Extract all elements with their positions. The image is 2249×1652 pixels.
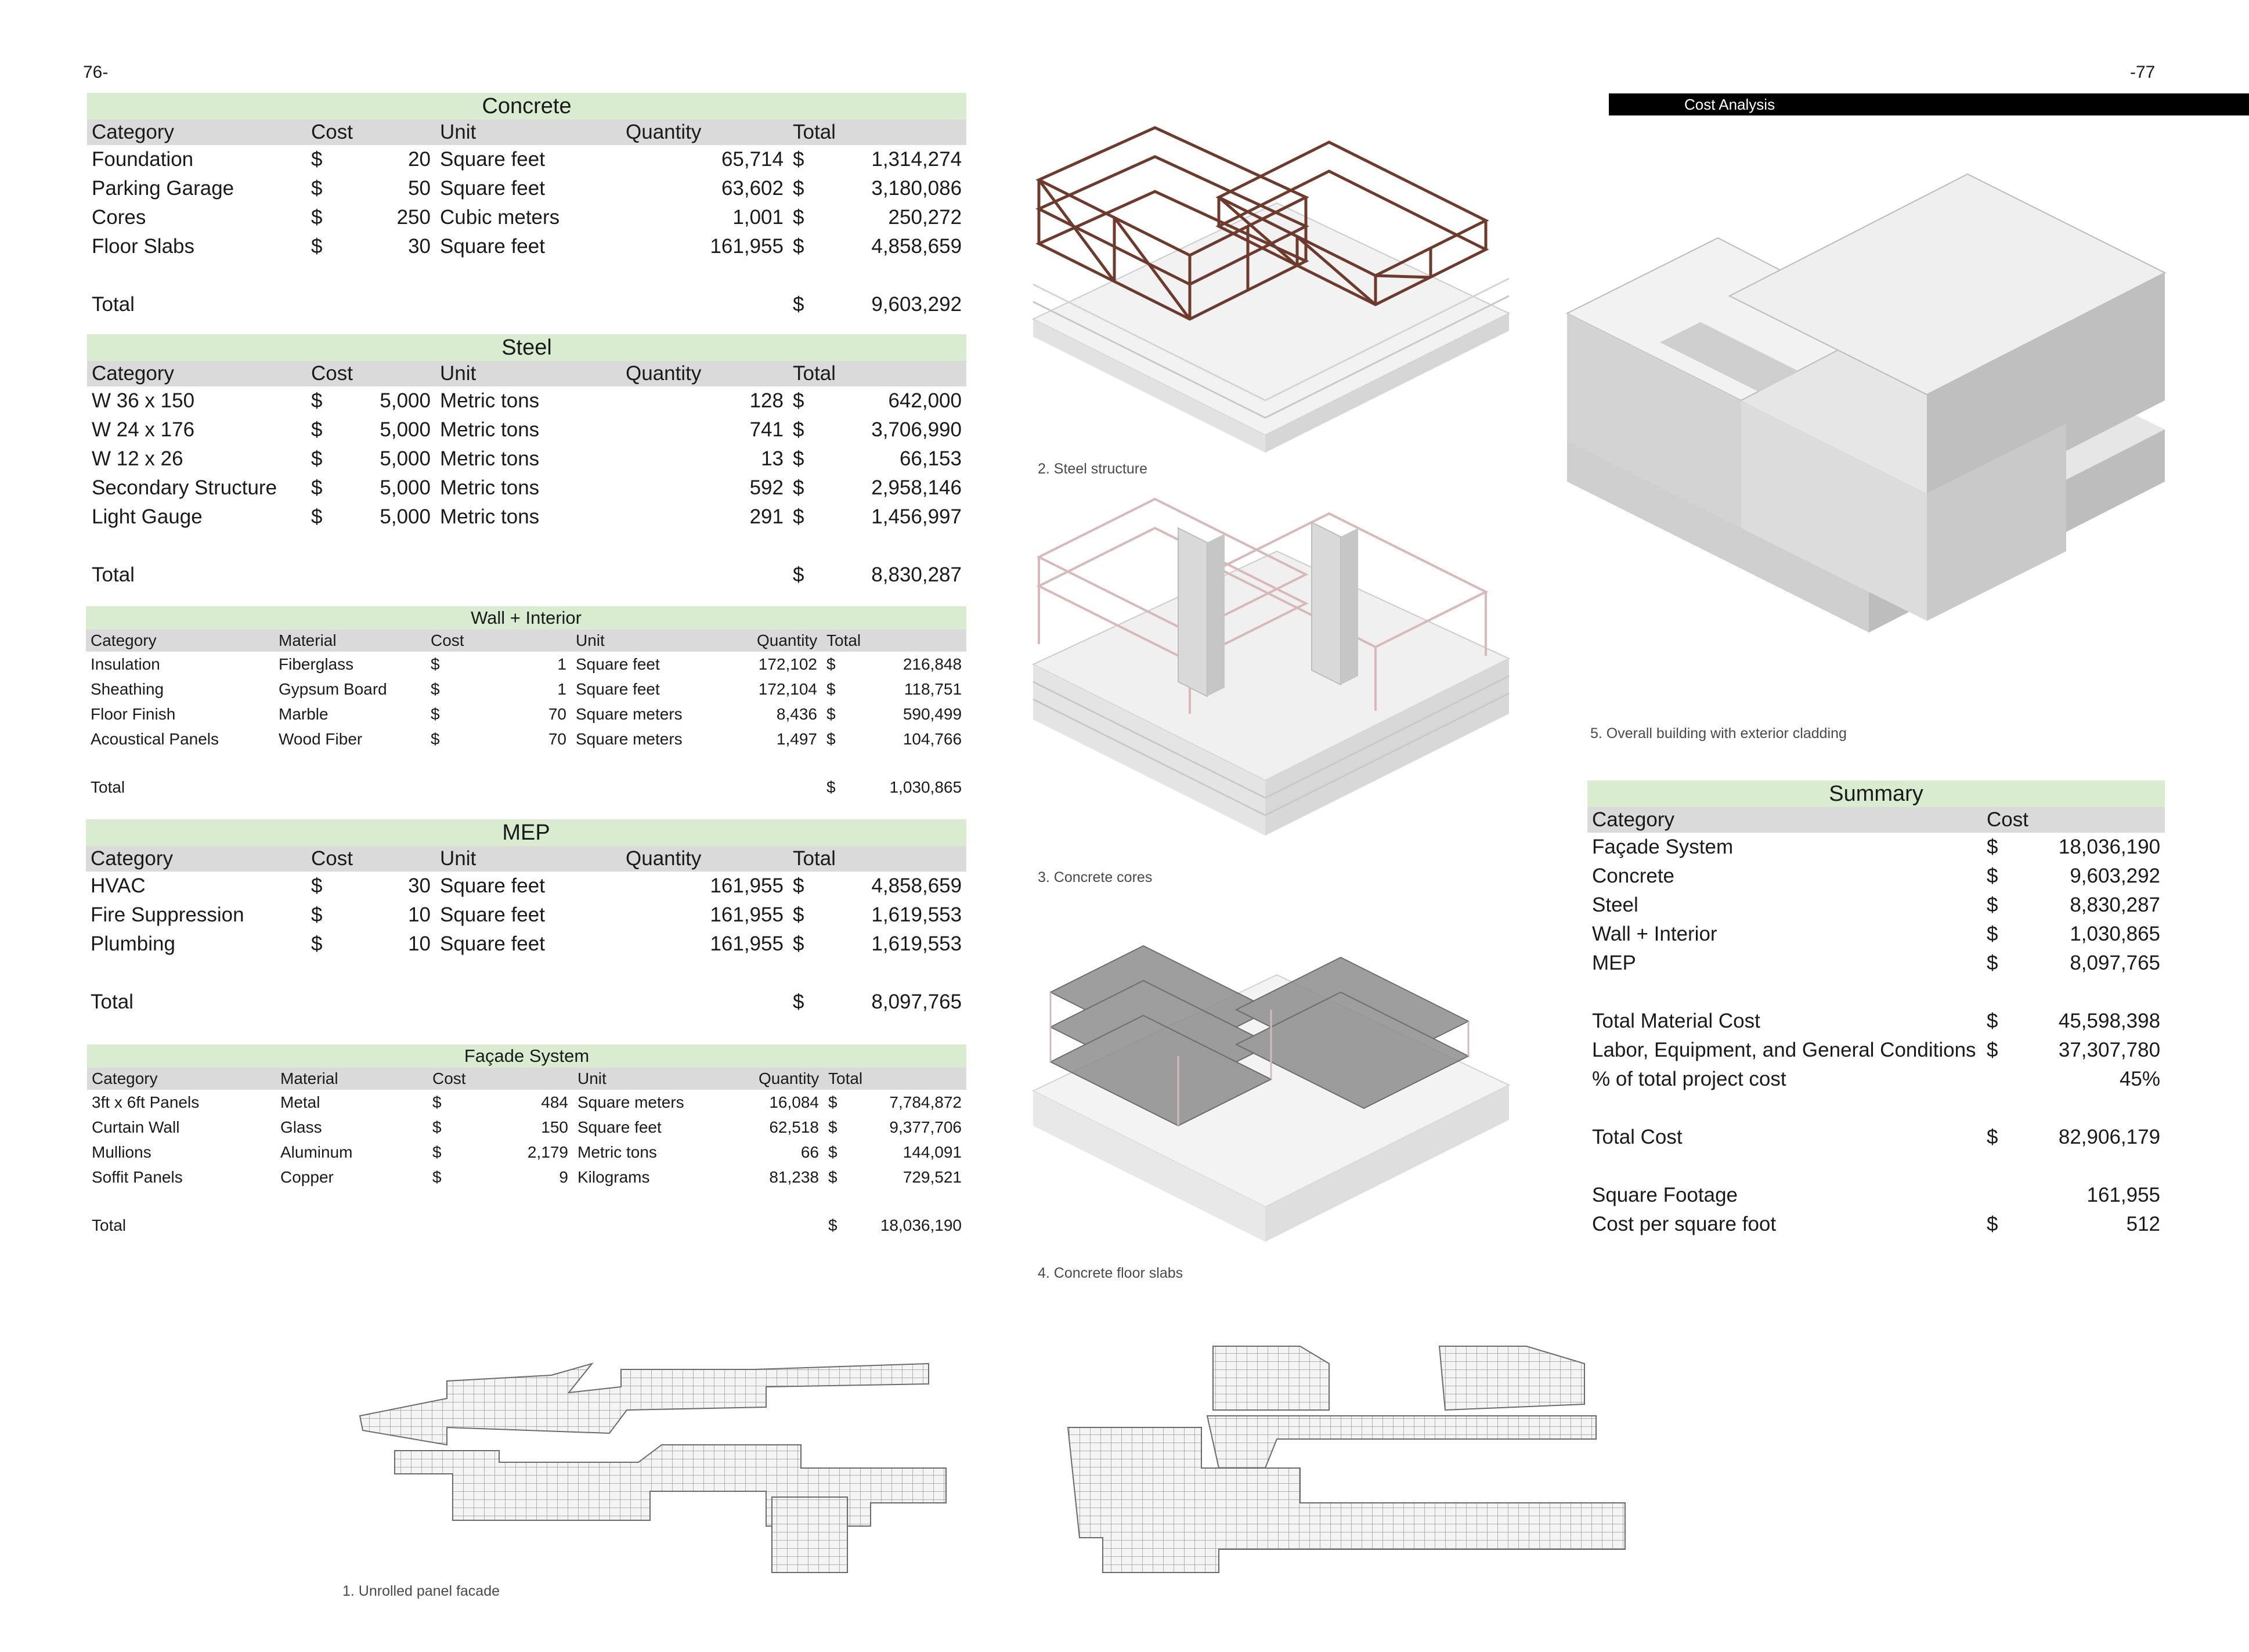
row-cost-currency: $ [311, 476, 323, 499]
total-cost-value: 82,906,179 [2058, 1126, 2161, 1148]
total-row [86, 988, 966, 1017]
row-total-currency: $ [828, 1093, 837, 1111]
table-row [87, 1090, 966, 1115]
concrete-table [87, 93, 966, 319]
row-total: 1,456,997 [871, 505, 962, 528]
table-row [86, 872, 966, 901]
row-quantity: 8,436 [776, 704, 817, 723]
summary-currency: $ [1987, 894, 1998, 916]
row-total-currency: $ [793, 874, 804, 897]
row-total: 216,848 [903, 655, 962, 673]
total-label: Total [92, 1216, 127, 1234]
row-quantity: 63,602 [721, 177, 784, 200]
row-cost: 1 [557, 679, 566, 698]
header-quantity: Quantity [754, 1068, 824, 1090]
header-unit: Unit [573, 1068, 754, 1090]
row-total: 118,751 [904, 679, 962, 698]
row-total: 642,000 [888, 389, 962, 412]
table-row [87, 415, 966, 444]
row-total-currency: $ [828, 1143, 837, 1161]
row-unit: Metric tons [440, 418, 540, 441]
row-total: 1,619,553 [871, 932, 962, 955]
summary-row [1587, 891, 2165, 920]
row-category: Floor Slabs [92, 235, 195, 258]
total-label: Total [92, 563, 135, 586]
summary-currency: $ [1987, 865, 1998, 887]
caption-concrete-cores: 3. Concrete cores [1038, 869, 1153, 885]
row-category: Plumbing [91, 932, 175, 955]
row-total: 66,153 [899, 447, 962, 470]
cost-per-sf-value: 512 [2126, 1213, 2161, 1235]
header-category: Category [86, 630, 274, 652]
summary-table [1587, 780, 2165, 1239]
row-unit: Cubic meters [440, 206, 560, 229]
row-total: 104,766 [903, 729, 962, 748]
row-quantity: 1,001 [732, 206, 784, 229]
row-total-currency: $ [793, 476, 804, 499]
row-material: Aluminum [280, 1143, 353, 1161]
row-quantity: 62,518 [769, 1118, 819, 1136]
row-category: 3ft x 6ft Panels [92, 1093, 200, 1111]
steel-title: Steel [87, 334, 966, 361]
row-cost: 30 [408, 235, 431, 258]
row-material: Wood Fiber [279, 729, 363, 748]
header-category: Category [86, 846, 306, 872]
row-cost: 30 [408, 874, 431, 897]
row-cost-currency: $ [311, 206, 323, 229]
total-label: Total [92, 293, 135, 316]
row-cost: 5,000 [380, 505, 431, 528]
header-quantity: Quantity [621, 846, 788, 872]
row-cost-currency: $ [311, 874, 323, 897]
summary-label: Concrete [1592, 865, 1675, 887]
table-row [87, 145, 966, 174]
row-cost: 484 [541, 1093, 568, 1111]
total-label: Total [91, 778, 125, 796]
header-quantity: Quantity [621, 120, 788, 145]
summary-currency: $ [1987, 836, 1998, 858]
caption-floor-slabs: 4. Concrete floor slabs [1038, 1265, 1183, 1281]
row-quantity: 128 [749, 389, 784, 412]
row-cost: 70 [548, 704, 566, 723]
row-total-currency: $ [793, 148, 804, 171]
percent-label: % of total project cost [1592, 1068, 1786, 1090]
table-row [87, 232, 966, 261]
row-total: 144,091 [903, 1143, 962, 1161]
row-cost-currency: $ [432, 1093, 442, 1111]
row-cost-currency: $ [311, 148, 323, 171]
row-category: Floor Finish [91, 704, 176, 723]
row-quantity: 161,955 [710, 235, 784, 258]
header-category: Category [1587, 807, 1982, 833]
row-total: 9,377,706 [889, 1118, 962, 1136]
row-total-currency: $ [793, 177, 804, 200]
summary-row [1587, 862, 2165, 891]
summary-currency: $ [1987, 952, 1998, 974]
row-category: W 36 x 150 [92, 389, 195, 412]
total-value: 8,097,765 [871, 991, 962, 1013]
summary-label: Façade System [1592, 836, 1734, 858]
summary-value: 8,830,287 [2070, 894, 2161, 916]
total-row [87, 561, 966, 590]
row-unit: Square meters [576, 704, 683, 723]
total-value: 18,036,190 [880, 1216, 962, 1234]
row-quantity: 172,104 [758, 679, 817, 698]
unrolled-facade-illustration [348, 1329, 1915, 1590]
row-cost: 5,000 [380, 389, 431, 412]
facade-system-title: Façade System [87, 1044, 966, 1068]
row-unit: Square feet [440, 874, 545, 897]
summary-value: 9,603,292 [2070, 865, 2161, 887]
table-row [87, 503, 966, 532]
labor-label: Labor, Equipment, and General Conditions [1592, 1039, 1976, 1061]
header-cost: Cost [1982, 807, 2165, 833]
row-cost-currency: $ [311, 505, 323, 528]
row-cost: 50 [408, 177, 431, 200]
wall-interior-table [86, 606, 966, 800]
row-total-currency: $ [793, 932, 804, 955]
header-cost: Cost [306, 361, 435, 386]
row-total: 3,180,086 [871, 177, 962, 200]
row-cost: 70 [548, 729, 566, 748]
summary-value: 8,097,765 [2070, 952, 2161, 974]
row-cost: 20 [408, 148, 431, 171]
summary-label: Steel [1592, 894, 1638, 916]
cost-per-sf-row [1587, 1210, 2165, 1239]
row-unit: Square feet [577, 1118, 662, 1136]
row-cost-currency: $ [431, 679, 440, 698]
row-quantity: 172,102 [758, 655, 817, 673]
row-quantity: 13 [761, 447, 784, 470]
total-label: Total [91, 991, 133, 1013]
row-cost-currency: $ [311, 903, 323, 926]
table-row [86, 677, 966, 702]
header-unit: Unit [571, 630, 752, 652]
total-cost-currency: $ [1987, 1126, 1998, 1148]
header-material: Material [276, 1068, 428, 1090]
row-cost: 5,000 [380, 418, 431, 441]
row-total-currency: $ [793, 206, 804, 229]
row-category: Curtain Wall [92, 1118, 180, 1136]
row-category: Secondary Structure [92, 476, 277, 499]
material-cost-row [1587, 1007, 2165, 1036]
row-total: 1,619,553 [871, 903, 962, 926]
row-cost-currency: $ [311, 932, 323, 955]
row-cost: 250 [396, 206, 431, 229]
header-category: Category [87, 1068, 276, 1090]
row-total-currency: $ [828, 1167, 837, 1186]
row-cost-currency: $ [432, 1143, 442, 1161]
row-material: Gypsum Board [279, 679, 387, 698]
header-category: Category [87, 361, 306, 386]
total-value: 1,030,865 [889, 778, 962, 796]
row-cost: 5,000 [380, 476, 431, 499]
header-total: Total [788, 120, 966, 145]
table-row [87, 174, 966, 203]
row-quantity: 66 [800, 1143, 819, 1161]
row-total: 590,499 [903, 704, 962, 723]
caption-steel-structure: 2. Steel structure [1038, 461, 1147, 477]
row-total-currency: $ [826, 704, 836, 723]
row-unit: Kilograms [577, 1167, 650, 1186]
total-currency: $ [828, 1216, 837, 1234]
row-cost-currency: $ [311, 177, 323, 200]
summary-value: 1,030,865 [2070, 923, 2161, 945]
total-row [86, 775, 966, 800]
row-quantity: 65,714 [721, 148, 784, 171]
row-material: Glass [280, 1118, 322, 1136]
row-total-currency: $ [793, 447, 804, 470]
wall-interior-title: Wall + Interior [86, 606, 966, 630]
material-cost-label: Total Material Cost [1592, 1010, 1760, 1032]
row-total-currency: $ [793, 418, 804, 441]
floor-slabs-illustration [1027, 957, 1515, 1248]
row-category: Cores [92, 206, 146, 229]
row-total-currency: $ [793, 389, 804, 412]
summary-row [1587, 920, 2165, 949]
header-quantity: Quantity [752, 630, 822, 652]
percent-value: 45% [2119, 1068, 2161, 1090]
row-material: Marble [279, 704, 328, 723]
header-category: Category [87, 120, 306, 145]
labor-value: 37,307,780 [2058, 1039, 2161, 1061]
caption-unrolled-facade: 1. Unrolled panel facade [342, 1583, 500, 1599]
total-value: 8,830,287 [871, 563, 962, 586]
row-material: Metal [280, 1093, 320, 1111]
table-row [87, 473, 966, 503]
row-quantity: 161,955 [710, 932, 784, 955]
square-footage-label: Square Footage [1592, 1184, 1738, 1206]
row-category: Soffit Panels [92, 1167, 183, 1186]
row-unit: Metric tons [440, 505, 540, 528]
labor-row [1587, 1036, 2165, 1065]
row-quantity: 592 [749, 476, 784, 499]
right-page-number: -77 [2130, 63, 2156, 82]
row-quantity: 291 [749, 505, 784, 528]
row-category: Insulation [91, 655, 160, 673]
facade-system-table [87, 1044, 966, 1238]
row-category: W 12 x 26 [92, 447, 183, 470]
row-total: 4,858,659 [871, 874, 962, 897]
row-cost-currency: $ [432, 1167, 442, 1186]
header-total: Total [788, 361, 966, 386]
section-banner [1609, 93, 2249, 115]
row-cost: 5,000 [380, 447, 431, 470]
row-cost: 2,179 [527, 1143, 568, 1161]
summary-row [1587, 949, 2165, 978]
row-cost-currency: $ [311, 418, 323, 441]
table-row [87, 1115, 966, 1140]
table-row [87, 444, 966, 473]
row-unit: Square meters [576, 729, 683, 748]
row-total: 729,521 [903, 1167, 962, 1186]
total-currency: $ [793, 563, 804, 586]
row-unit: Metric tons [440, 476, 540, 499]
mep-title: MEP [86, 819, 966, 846]
summary-label: Wall + Interior [1592, 923, 1717, 945]
row-quantity: 1,497 [776, 729, 817, 748]
row-total-currency: $ [826, 679, 836, 698]
material-cost-value: 45,598,398 [2058, 1010, 2161, 1032]
row-total: 4,858,659 [871, 235, 962, 258]
header-total: Total [822, 630, 966, 652]
row-cost-currency: $ [431, 704, 440, 723]
concrete-cores-illustration [1027, 551, 1515, 841]
row-total: 7,784,872 [889, 1093, 962, 1111]
row-category: Light Gauge [92, 505, 203, 528]
table-row [86, 726, 966, 751]
row-total: 3,706,990 [871, 418, 962, 441]
header-unit: Unit [435, 120, 621, 145]
overall-building-illustration [1567, 226, 2165, 691]
row-cost: 9 [559, 1167, 568, 1186]
square-footage-row [1587, 1181, 2165, 1210]
row-material: Copper [280, 1167, 334, 1186]
row-category: W 24 x 176 [92, 418, 195, 441]
table-row [86, 930, 966, 959]
material-cost-currency: $ [1987, 1010, 1998, 1032]
total-currency: $ [826, 778, 836, 796]
row-total-currency: $ [793, 505, 804, 528]
table-row [86, 652, 966, 677]
row-unit: Square meters [577, 1093, 684, 1111]
row-cost: 150 [541, 1118, 568, 1136]
labor-currency: $ [1987, 1039, 1998, 1061]
header-unit: Unit [435, 846, 621, 872]
row-unit: Metric tons [440, 389, 540, 412]
row-total: 1,314,274 [871, 148, 962, 171]
row-total: 2,958,146 [871, 476, 962, 499]
steel-structure-illustration [1027, 133, 1515, 447]
steel-table [87, 334, 966, 590]
table-row [86, 702, 966, 726]
row-cost-currency: $ [431, 729, 440, 748]
row-category: Fire Suppression [91, 903, 244, 926]
summary-row [1587, 833, 2165, 862]
percent-row [1587, 1065, 2165, 1094]
summary-value: 18,036,190 [2058, 836, 2161, 858]
row-category: Sheathing [91, 679, 164, 698]
row-unit: Square feet [440, 148, 545, 171]
row-total-currency: $ [828, 1118, 837, 1136]
row-cost-currency: $ [311, 389, 323, 412]
row-cost-currency: $ [311, 235, 323, 258]
header-cost: Cost [306, 846, 435, 872]
row-cost: 1 [557, 655, 566, 673]
total-value: 9,603,292 [871, 293, 962, 316]
row-unit: Metric tons [440, 447, 540, 470]
mep-table [86, 819, 966, 1017]
caption-exterior: 5. Overall building with exterior cladding [1590, 725, 1847, 742]
section-title: Cost Analysis [1684, 96, 1775, 113]
total-cost-row [1587, 1123, 2165, 1152]
table-row [87, 1165, 966, 1190]
table-row [86, 901, 966, 930]
concrete-title: Concrete [87, 93, 966, 120]
header-cost: Cost [306, 120, 435, 145]
row-cost: 10 [408, 903, 431, 926]
row-total: 250,272 [888, 206, 962, 229]
row-unit: Square feet [440, 932, 545, 955]
row-quantity: 16,084 [769, 1093, 819, 1111]
cost-per-sf-currency: $ [1987, 1213, 1998, 1235]
header-total: Total [824, 1068, 966, 1090]
row-quantity: 161,955 [710, 903, 784, 926]
row-unit: Square feet [576, 679, 660, 698]
summary-label: MEP [1592, 952, 1636, 974]
table-row [87, 386, 966, 415]
table-row [87, 203, 966, 232]
summary-currency: $ [1987, 923, 1998, 945]
row-cost: 10 [408, 932, 431, 955]
left-page-number: 76- [83, 63, 109, 82]
total-currency: $ [793, 991, 804, 1013]
row-unit: Square feet [576, 655, 660, 673]
row-total-currency: $ [826, 729, 836, 748]
summary-title: Summary [1587, 780, 2165, 807]
row-cost-currency: $ [432, 1118, 442, 1136]
header-cost: Cost [428, 1068, 573, 1090]
row-total-currency: $ [793, 235, 804, 258]
header-quantity: Quantity [621, 361, 788, 386]
row-quantity: 161,955 [710, 874, 784, 897]
header-material: Material [274, 630, 426, 652]
row-cost-currency: $ [311, 447, 323, 470]
row-category: Parking Garage [92, 177, 234, 200]
total-row [87, 290, 966, 319]
total-cost-label: Total Cost [1592, 1126, 1683, 1148]
row-category: Foundation [92, 148, 194, 171]
row-material: Fiberglass [279, 655, 354, 673]
row-category: HVAC [91, 874, 146, 897]
row-category: Mullions [92, 1143, 151, 1161]
row-quantity: 81,238 [769, 1167, 819, 1186]
total-row [87, 1213, 966, 1238]
row-unit: Square feet [440, 177, 545, 200]
total-currency: $ [793, 293, 804, 316]
cost-per-sf-label: Cost per square foot [1592, 1213, 1777, 1235]
row-total-currency: $ [826, 655, 836, 673]
row-total-currency: $ [793, 903, 804, 926]
row-unit: Square feet [440, 235, 545, 258]
row-category: Acoustical Panels [91, 729, 219, 748]
header-unit: Unit [435, 361, 621, 386]
row-cost-currency: $ [431, 655, 440, 673]
header-cost: Cost [426, 630, 571, 652]
table-row [87, 1140, 966, 1165]
square-footage-value: 161,955 [2086, 1184, 2161, 1206]
row-unit: Metric tons [577, 1143, 657, 1161]
row-quantity: 741 [749, 418, 784, 441]
row-unit: Square feet [440, 903, 545, 926]
header-total: Total [788, 846, 966, 872]
